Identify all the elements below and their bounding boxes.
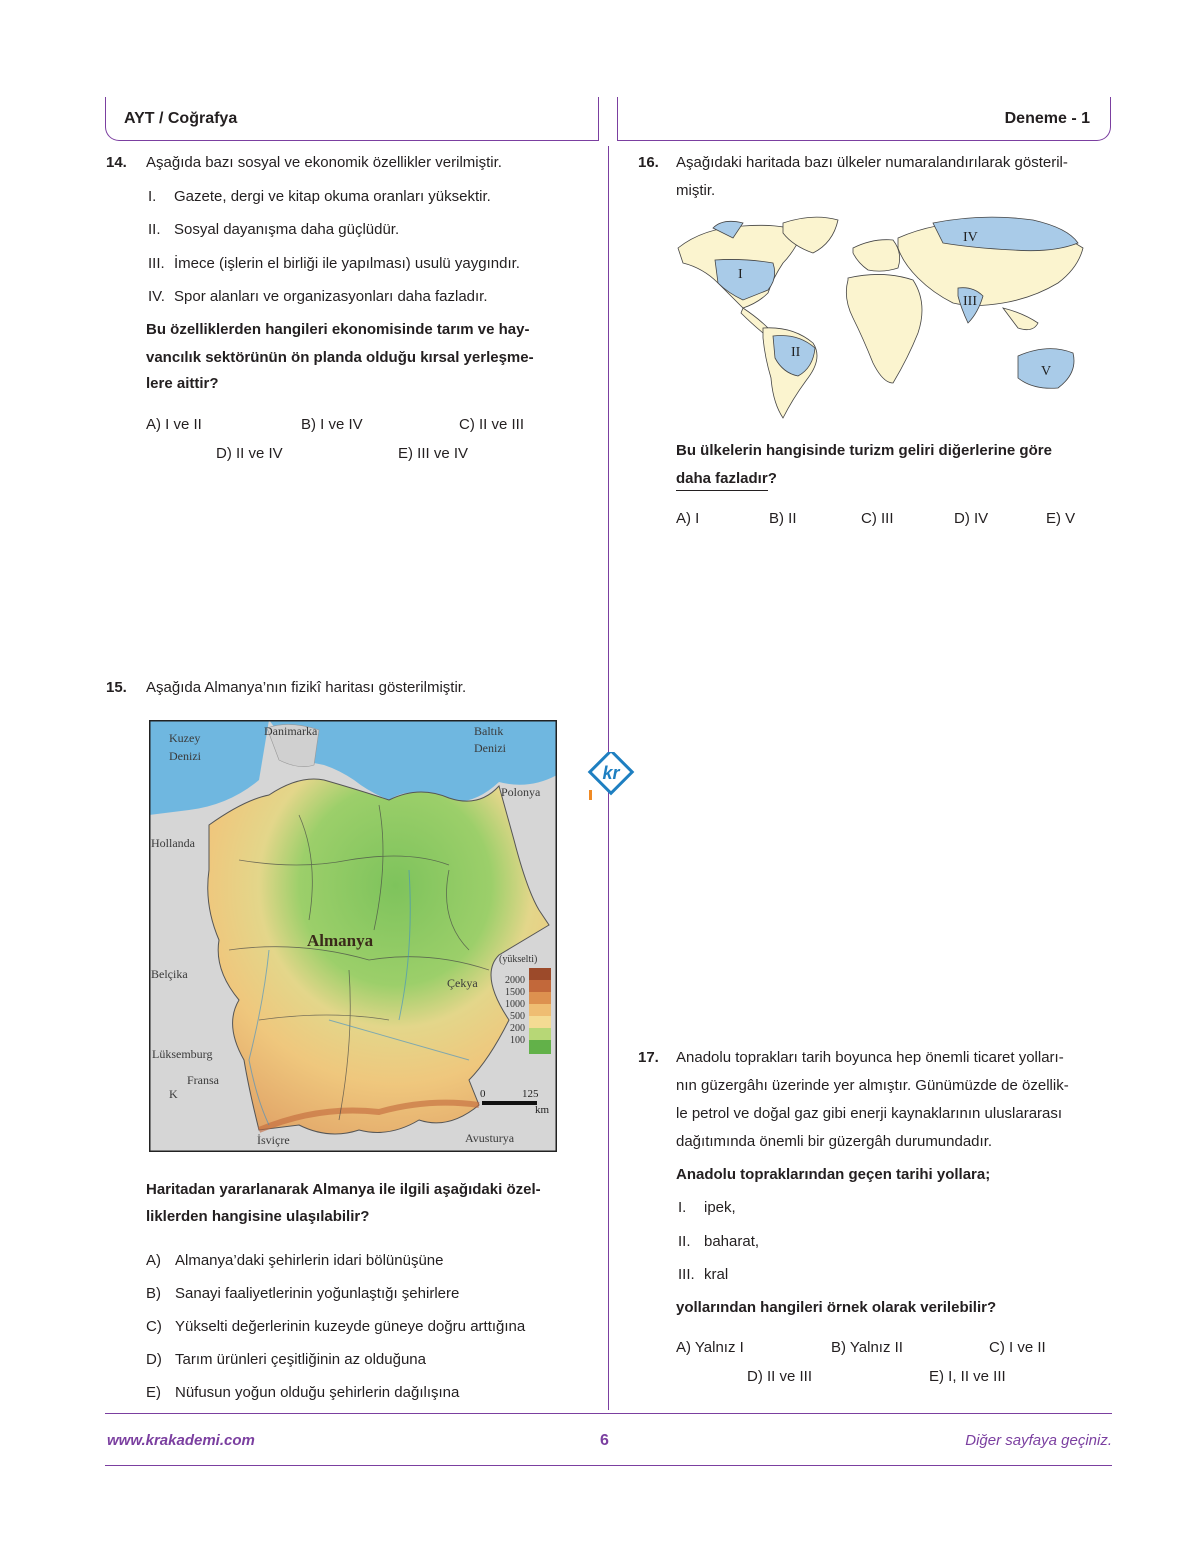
q14-item-num: IV. (148, 288, 165, 305)
q14-item-num: II. (148, 221, 161, 238)
q14-question-line: vancılık sektörünün ön planda olduğu kırsal yerleşme- (146, 349, 534, 366)
q17-intro-line: le petrol ve doğal gaz gibi enerji kaynaklarının uluslararası (676, 1105, 1063, 1122)
q17-number: 17. (638, 1049, 659, 1066)
q15-option-a[interactable]: Almanya’daki şehirlerin idari bölünüşüne (175, 1252, 444, 1269)
q15-option-letter[interactable]: D) (146, 1351, 162, 1368)
q14-number: 14. (106, 154, 127, 171)
q16-question-line: Bu ülkelerin hangisinde turizm geliri diğerlerine göre (676, 442, 1052, 459)
legend-value: 500 (510, 1011, 525, 1022)
page-number: 6 (600, 1432, 609, 1449)
q15-option-letter[interactable]: A) (146, 1252, 161, 1269)
q14-item-text: Sosyal dayanışma daha güçlüdür. (174, 221, 400, 238)
q17-option-e[interactable]: E) I, II ve III (929, 1368, 1006, 1385)
label-avusturya: Avusturya (465, 1131, 515, 1145)
world-political-map (673, 208, 1093, 420)
logo-text: kr (602, 763, 620, 783)
q16-number: 16. (638, 154, 659, 171)
q17-item-num: I. (678, 1199, 687, 1216)
q15-option-letter[interactable]: B) (146, 1285, 161, 1302)
label-kuzey: Kuzey (169, 731, 201, 745)
scale-zero: 0 (480, 1088, 486, 1100)
q17-item-text: baharat, (704, 1233, 760, 1250)
label-belcika: Belçika (151, 967, 188, 981)
q16-question-line (676, 470, 777, 487)
q17-item-num: III. (678, 1266, 695, 1283)
q14-option-b[interactable]: B) I ve IV (301, 416, 363, 433)
q15-question-line: Haritadan yararlanarak Almanya ile ilgili aşağıdaki özel- (146, 1181, 541, 1198)
label-isvicre: İsviçre (257, 1133, 290, 1147)
q14-intro: Aşağıda bazı sosyal ve ekonomik özellikler verilmiştir. (146, 154, 502, 171)
q17-item-num: II. (678, 1233, 691, 1250)
q17-option-b[interactable]: B) Yalnız II (831, 1339, 903, 1356)
q14-item-num: III. (148, 255, 165, 272)
label-baltik-denizi: Denizi (474, 741, 506, 755)
footer-next-page: Diğer sayfaya geçiniz. (965, 1432, 1112, 1449)
label-hollanda: Hollanda (151, 836, 195, 850)
q14-question-line: lere aittir? (146, 375, 219, 392)
q16-question-mark: ? (767, 470, 777, 487)
legend-value: 100 (510, 1035, 525, 1046)
q15-question-line: liklerden hangisine ulaşılabilir? (146, 1208, 370, 1225)
q17-item-text: ipek, (704, 1199, 736, 1216)
label-k: K (169, 1087, 178, 1101)
q17-intro-line: nın güzergâhı üzerinde yer almıştır. Günümüzde de özellik- (676, 1077, 1069, 1094)
q17-item-text: kral (704, 1266, 729, 1283)
label-denizi: Denizi (169, 749, 201, 763)
q14-option-d[interactable]: D) II ve IV (216, 445, 283, 462)
q17-question: yollarından hangileri örnek olarak verilebilir? (676, 1299, 997, 1316)
q15-option-b[interactable]: Sanayi faaliyetlerinin yoğunlaştığı şehirlere (175, 1285, 460, 1302)
germany-physical-map (149, 720, 557, 1152)
q14-item-text: Gazete, dergi ve kitap okuma oranları yüksektir. (174, 188, 491, 205)
legend-value: 200 (510, 1023, 525, 1034)
q15-option-e[interactable]: Nüfusun yoğun olduğu şehirlerin dağılışına (175, 1384, 460, 1401)
label-luksemburg: Lüksemburg (152, 1047, 213, 1061)
q14-question-line: Bu özelliklerden hangileri ekonomisinde tarım ve hay- (146, 321, 530, 338)
header-exam-title: Deneme - 1 (1004, 110, 1090, 127)
q16-option-b[interactable]: B) II (769, 510, 797, 527)
q14-option-c[interactable]: C) II ve III (459, 416, 525, 433)
label-baltik: Baltık (474, 724, 504, 738)
label-polonya: Polonya (501, 785, 541, 799)
label-cekya: Çekya (447, 976, 478, 990)
q14-item-text: İmece (işlerin el birliği ile yapılması) usulü yaygındır. (174, 255, 520, 272)
map-label-ii: II (791, 345, 801, 360)
footer-website[interactable]: www.krakademi.com (107, 1432, 255, 1449)
q17-intro-line: dağıtımında önemli bir güzergâh durumundadır. (676, 1133, 993, 1150)
scale-125: 125 (522, 1088, 539, 1100)
q14-option-a[interactable]: A) I ve II (146, 416, 202, 433)
map-label-v: V (1041, 364, 1052, 379)
map-label-iii: III (963, 294, 977, 309)
q16-option-a[interactable]: A) I (676, 510, 700, 527)
q16-intro-line: miştir. (676, 182, 716, 199)
q16-option-c[interactable]: C) III (861, 510, 894, 527)
legend-value: 2000 (505, 975, 525, 986)
q15-number: 15. (106, 679, 127, 696)
scale-km: km (535, 1104, 550, 1116)
q17-option-c[interactable]: C) I ve II (989, 1339, 1046, 1356)
q15-option-d[interactable]: Tarım ürünleri çeşitliğinin az olduğuna (175, 1351, 426, 1368)
q16-option-d[interactable]: D) IV (954, 510, 989, 527)
kr-logo (583, 752, 637, 806)
q14-item-text: Spor alanları ve organizasyonları daha fazladır. (174, 288, 488, 305)
footer-bottom-line (105, 1465, 1112, 1466)
q14-option-e[interactable]: E) III ve IV (398, 445, 469, 462)
q17-intro-line: Anadolu toprakları tarih boyunca hep önemli ticaret yolları- (676, 1049, 1064, 1066)
q15-option-letter[interactable]: E) (146, 1384, 161, 1401)
map-label-iv: IV (963, 230, 978, 245)
legend-value: 1500 (505, 987, 525, 998)
q16-intro-line: Aşağıdaki haritada bazı ülkeler numaralandırılarak gösteril- (676, 154, 1068, 171)
label-danimarka: Danimarka (264, 724, 318, 738)
legend-value: 1000 (505, 999, 525, 1010)
q15-intro: Aşağıda Almanya’nın fizikî haritası gösterilmiştir. (146, 679, 467, 696)
q17-option-a[interactable]: A) Yalnız I (676, 1339, 744, 1356)
map-label-i: I (738, 267, 743, 282)
kr-logo-icon (583, 752, 637, 806)
label-fransa: Fransa (187, 1073, 219, 1087)
legend-title: (yükselti) (499, 954, 538, 965)
footer-top-line (105, 1413, 1112, 1414)
q16-underlined-phrase: daha fazladır (676, 470, 768, 491)
q15-option-letter[interactable]: C) (146, 1318, 162, 1335)
q14-item-num: I. (148, 188, 157, 205)
label-almanya: Almanya (307, 931, 374, 950)
q17-option-d[interactable]: D) II ve III (747, 1368, 813, 1385)
header-subject: AYT / Coğrafya (124, 110, 238, 127)
q16-option-e[interactable]: E) V (1046, 510, 1076, 527)
q15-option-c[interactable]: Yükselti değerlerinin kuzeyde güneye doğru arttığına (175, 1318, 526, 1335)
q17-lead: Anadolu topraklarından geçen tarihi yollara; (676, 1166, 991, 1183)
